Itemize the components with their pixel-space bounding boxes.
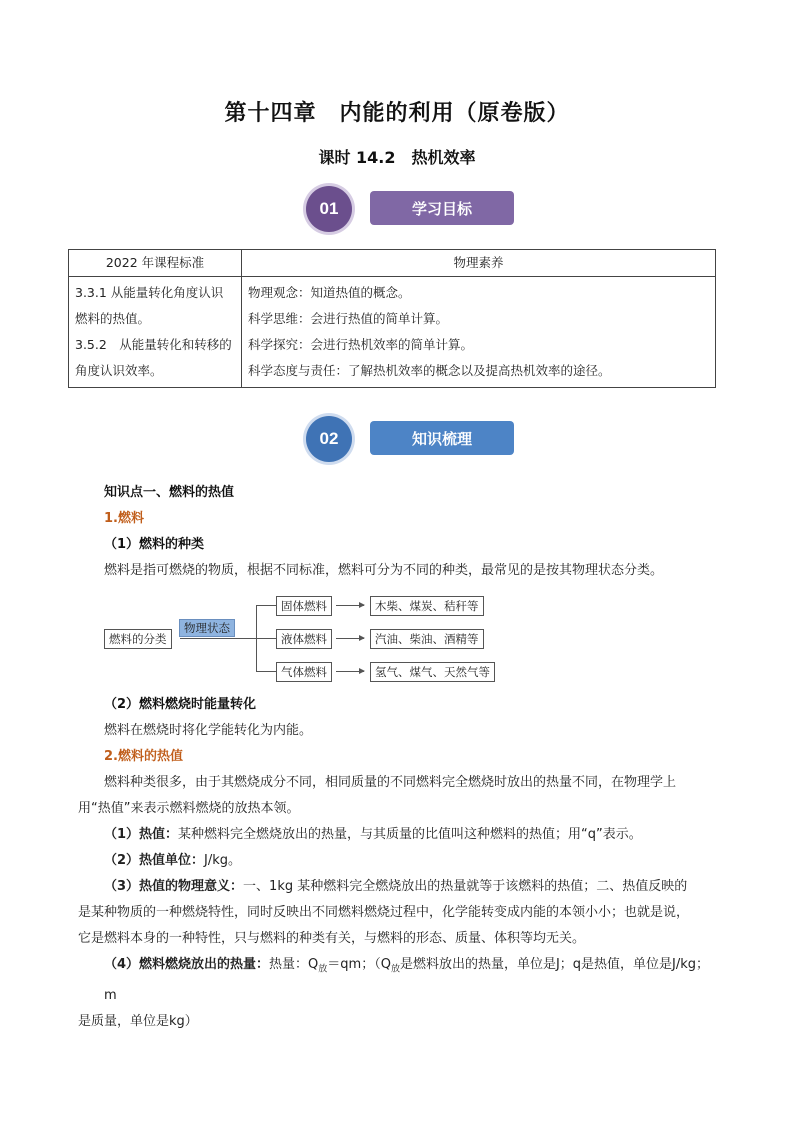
section-number: 02 bbox=[306, 416, 352, 462]
definition-item bbox=[104, 822, 718, 848]
paragraph: 是质量，单位是kg） bbox=[78, 1013, 198, 1029]
knowledge-content bbox=[78, 480, 718, 1035]
section-heading-heat-value: 2.燃料的热值 bbox=[104, 749, 183, 764]
definition-item bbox=[104, 874, 718, 900]
section-heading-fuel: 1.燃料 bbox=[104, 511, 144, 526]
literacy-item: 科学探究：会进行热机效率的简单计算。 bbox=[248, 337, 474, 352]
diagram-root: 燃料的分类 bbox=[104, 629, 172, 649]
knowledge-point-title: 知识点一、燃料的热值 bbox=[104, 485, 235, 500]
standard-item: 3.3.1 从能量转化角度认识燃料的热值。 bbox=[75, 285, 224, 326]
standard-item: 3.5.2 从能量转化和转移的角度认识效率。 bbox=[75, 337, 232, 378]
formula-part: 是燃料放出的热量，单位是J；q是热值，单位是J/kg；m bbox=[104, 957, 710, 1003]
literacy-item: 科学态度与责任：了解热机效率的概念以及提高热机效率的途径。 bbox=[248, 363, 611, 378]
paragraph: 它是燃料本身的一种特性，只与燃料的种类有关，与燃料的形态、质量、体积等均无关。 bbox=[78, 931, 586, 946]
item-label: （1）热值： bbox=[104, 827, 179, 842]
table-header: 2022 年课程标准 bbox=[69, 250, 242, 277]
arrow-icon bbox=[336, 605, 364, 606]
fuel-examples-solid: 木柴、煤炭、秸秆等 bbox=[370, 596, 484, 616]
item-label: （4）燃料燃烧放出的热量： bbox=[104, 957, 270, 972]
fuel-examples-gas: 氢气、煤气、天然气等 bbox=[370, 662, 495, 682]
table-header: 物理素养 bbox=[242, 250, 716, 277]
paragraph: 燃料种类很多，由于其燃烧成分不同，相同质量的不同燃料完全燃烧时放出的热量不同，在物理学上 bbox=[104, 775, 677, 790]
goals-table bbox=[68, 249, 716, 388]
page-subtitle: 课时 14.2 热机效率 bbox=[318, 148, 476, 167]
formula-part: ＝qm；（Q bbox=[327, 957, 391, 972]
item-text: 某种燃料完全燃烧放出的热量，与其质量的比值叫这种燃料的热值；用“q”表示。 bbox=[178, 827, 642, 842]
section-number: 01 bbox=[306, 186, 352, 232]
literacy-item: 科学思维：会进行热值的简单计算。 bbox=[248, 311, 449, 326]
item-label: （3）热值的物理意义： bbox=[104, 879, 244, 894]
formula-subscript: 放 bbox=[390, 964, 400, 975]
definition-item bbox=[104, 848, 718, 874]
sub-heading: （2）燃料燃烧时能量转化 bbox=[104, 697, 257, 712]
item-text: J/kg。 bbox=[204, 853, 242, 868]
arrow-icon bbox=[336, 671, 364, 672]
standards-cell bbox=[69, 277, 242, 388]
diagram-vertical-line bbox=[256, 605, 257, 672]
literacy-cell bbox=[242, 277, 716, 388]
section-banner-goals bbox=[306, 186, 516, 232]
item-text: 一、1kg 某种燃料完全燃烧放出的热量就等于该燃料的热值；二、热值反映的 bbox=[243, 879, 688, 894]
literacy-item: 物理观念：知道热值的概念。 bbox=[248, 285, 411, 300]
page-title: 第十四章 内能的利用（原卷版） bbox=[224, 101, 570, 126]
section-banner-knowledge bbox=[306, 416, 516, 462]
fuel-type-liquid: 液体燃料 bbox=[276, 629, 332, 649]
diagram-branch-label: 物理状态 bbox=[179, 619, 235, 637]
table-row bbox=[69, 277, 716, 388]
fuel-examples-liquid: 汽油、柴油、酒精等 bbox=[370, 629, 484, 649]
diagram-connector bbox=[256, 605, 276, 606]
definition-item bbox=[104, 952, 718, 1009]
paragraph: 用“热值”来表示燃料燃烧的放热本领。 bbox=[78, 801, 300, 816]
paragraph: 是某种物质的一种燃烧特性，同时反映出不同燃料燃烧过程中，化学能转变成内能的本领小小；也就是说， bbox=[78, 905, 690, 920]
paragraph: 燃料是指可燃烧的物质，根据不同标准，燃料可分为不同的种类，最常见的是按其物理状态分类。 bbox=[104, 563, 664, 578]
section-label: 知识梳理 bbox=[370, 421, 514, 455]
table-header-row bbox=[69, 250, 716, 277]
fuel-type-solid: 固体燃料 bbox=[276, 596, 332, 616]
sub-heading: （1）燃料的种类 bbox=[104, 537, 205, 552]
paragraph: 燃料在燃烧时将化学能转化为内能。 bbox=[104, 723, 313, 738]
item-label: （2）热值单位： bbox=[104, 853, 205, 868]
fuel-classification-diagram bbox=[104, 590, 718, 686]
diagram-connector bbox=[180, 638, 276, 639]
section-label: 学习目标 bbox=[370, 191, 514, 225]
fuel-type-gas: 气体燃料 bbox=[276, 662, 332, 682]
diagram-connector bbox=[256, 671, 276, 672]
arrow-icon bbox=[336, 638, 364, 639]
formula-part: 热量：Q bbox=[269, 957, 319, 972]
formula-subscript: 放 bbox=[318, 964, 328, 975]
